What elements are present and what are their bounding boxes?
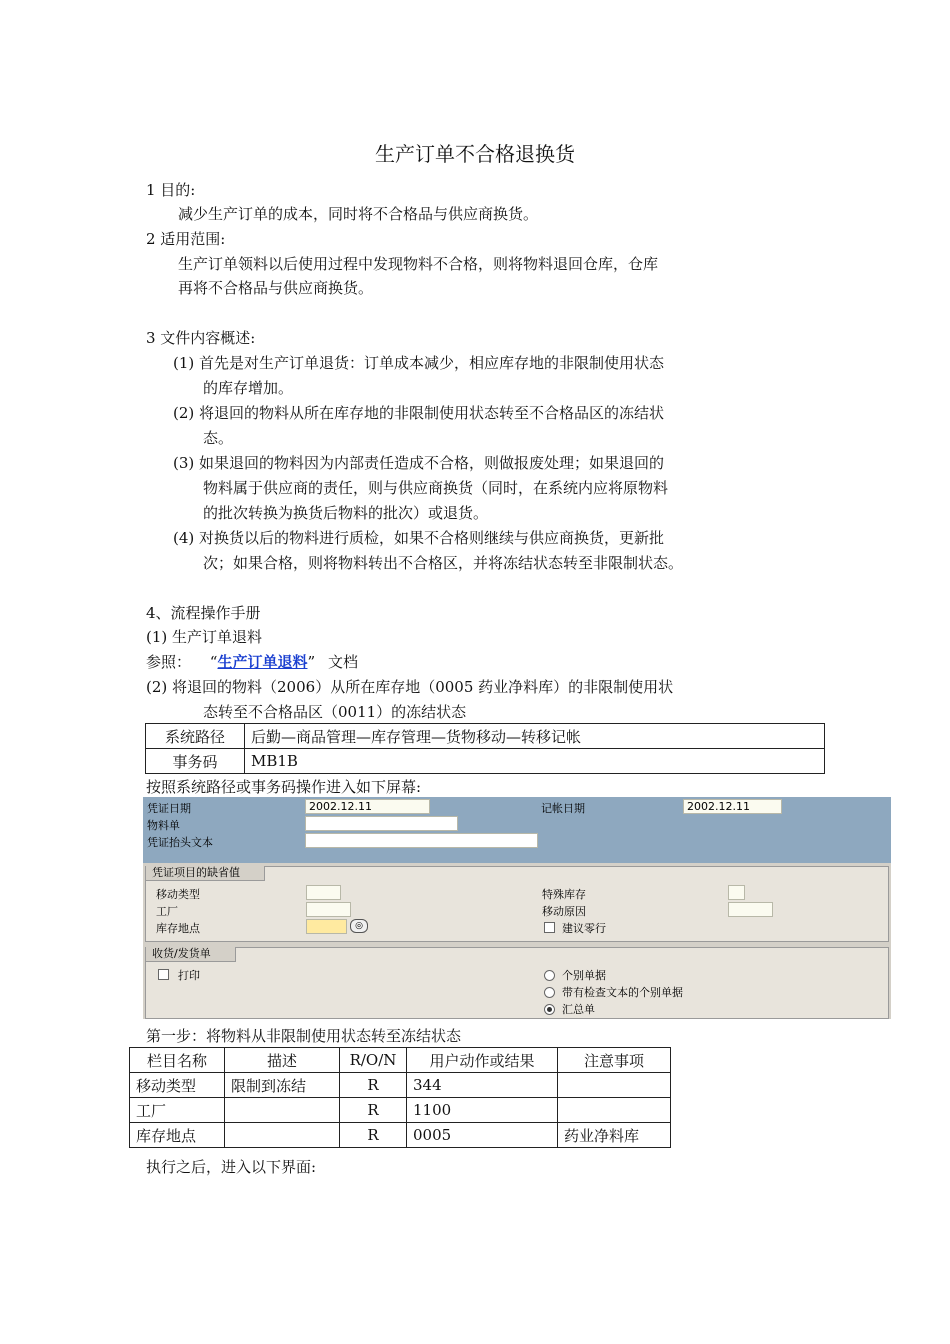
post-date-label: 记帐日期	[541, 802, 585, 815]
gr-group-title: 收货/发货单	[146, 947, 236, 962]
column-header: 用户动作或结果	[407, 1048, 558, 1073]
radio-individual-label: 个别单据	[562, 969, 606, 982]
sap-body-area	[143, 863, 891, 1019]
plant-label: 工厂	[156, 905, 178, 918]
table-cell: 工厂	[130, 1098, 225, 1123]
column-header: R/O/N	[340, 1048, 407, 1073]
table-cell	[225, 1123, 340, 1148]
storage-loc-label: 库存地点	[156, 922, 200, 935]
suggest-zero-label: 建议零行	[562, 922, 606, 935]
defaults-group	[145, 866, 889, 942]
section-3-line: 次；如果合格，则将物料转出不合格区，并将冻结状态转至非限制状态。	[203, 554, 684, 572]
doc-date-label: 凭证日期	[147, 802, 191, 815]
storage-loc-field[interactable]	[306, 919, 347, 934]
section-3-line: (4) 对换货以后的物料进行质检，如果不合格则继续与供应商换货，更新批	[173, 529, 665, 547]
table-cell: 库存地点	[130, 1123, 225, 1148]
sap-header-area	[143, 797, 891, 863]
material-slip-field[interactable]	[305, 816, 458, 831]
screen-intro: 按照系统路径或事务码操作进入如下屏幕:	[146, 778, 422, 796]
table-cell	[225, 1098, 340, 1123]
quote-open: “	[209, 653, 218, 671]
section-2-text-line1: 生产订单领料以后使用过程中发现物料不合格，则将物料退回仓库，仓库	[178, 255, 659, 273]
movement-reason-label: 移动原因	[542, 905, 586, 918]
after-exec-text: 执行之后，进入以下界面:	[146, 1158, 317, 1176]
section-3-line: 物料属于供应商的责任，则与供应商换货（同时，在系统内应将原物料	[203, 479, 669, 497]
column-header: 注意事项	[558, 1048, 671, 1073]
table-row	[130, 1098, 671, 1123]
special-stock-field[interactable]	[728, 885, 745, 900]
reference-link[interactable]: 生产订单退料	[217, 653, 308, 671]
table-header-row	[130, 1048, 671, 1073]
sap-screenshot	[143, 797, 891, 1019]
defaults-group-title: 凭证项目的缺省值	[146, 866, 265, 881]
section-2-text-line2: 再将不合格品与供应商换货。	[178, 279, 374, 297]
table-cell: 1100	[407, 1098, 558, 1123]
section-1-text: 减少生产订单的成本，同时将不合格品与供应商换货。	[178, 205, 539, 223]
movement-reason-field[interactable]	[728, 902, 773, 917]
step-one-title: 第一步：将物料从非限制使用状态转至冻结状态	[146, 1027, 462, 1045]
section-3-line: 的库存增加。	[203, 379, 294, 397]
table-cell: 344	[407, 1073, 558, 1098]
step-table	[129, 1047, 671, 1148]
path-value: 后勤—商品管理—库存管理—货物移动—转移记帐	[245, 724, 825, 749]
table-cell: R	[340, 1073, 407, 1098]
print-label: 打印	[178, 969, 200, 982]
reference-line	[146, 652, 358, 672]
section-3-line: (2) 将退回的物料从所在库存地的非限制使用状态转至不合格品区的冻结状	[173, 404, 665, 422]
page-title: 生产订单不合格退换货	[375, 142, 575, 166]
column-header: 描述	[225, 1048, 340, 1073]
table-row	[130, 1073, 671, 1098]
section-3-line: (3) 如果退回的物料因为内部责任造成不合格，则做报废处理；如果退回的	[173, 454, 665, 472]
section-3-line: 的批次转换为换货后物料的批次）或退货。	[203, 504, 489, 522]
post-date-field[interactable]: 2002.12.11	[683, 799, 782, 814]
table-row	[146, 749, 825, 774]
radio-individual[interactable]	[544, 970, 555, 981]
header-text-field[interactable]	[305, 833, 538, 848]
table-cell	[558, 1098, 671, 1123]
plant-field[interactable]	[306, 902, 351, 917]
step-2-line2: 态转至不合格品区（0011）的冻结状态	[203, 703, 467, 721]
table-cell: 药业净料库	[558, 1123, 671, 1148]
table-row	[146, 724, 825, 749]
search-help-icon[interactable]: ◎	[350, 919, 368, 933]
tcode-value: MB1B	[245, 749, 825, 774]
movement-type-label: 移动类型	[156, 888, 200, 901]
doc-date-field[interactable]: 2002.12.11	[305, 799, 430, 814]
gr-group	[145, 947, 889, 1019]
section-3-line: (1) 首先是对生产订单退货：订单成本减少，相应库存地的非限制使用状态	[173, 354, 665, 372]
radio-collective[interactable]	[544, 1004, 555, 1015]
section-3-line: 态。	[203, 429, 234, 447]
table-cell: R	[340, 1098, 407, 1123]
table-cell: 移动类型	[130, 1073, 225, 1098]
print-checkbox[interactable]	[158, 969, 169, 980]
table-cell: 0005	[407, 1123, 558, 1148]
path-label: 系统路径	[146, 724, 245, 749]
step-2-line1: (2) 将退回的物料（2006）从所在库存地（0005 药业净料库）的非限制使用状	[146, 678, 674, 696]
path-table	[145, 723, 825, 774]
section-4-heading: 4、流程操作手册	[146, 604, 261, 622]
special-stock-label: 特殊库存	[542, 888, 586, 901]
section-3-heading: 3 文件内容概述:	[146, 329, 256, 347]
table-cell	[558, 1073, 671, 1098]
table-row	[130, 1123, 671, 1148]
reference-prefix: 参照：	[146, 653, 192, 671]
radio-individual-check-text[interactable]	[544, 987, 555, 998]
column-header: 栏目名称	[130, 1048, 225, 1073]
radio-collective-label: 汇总单	[562, 1003, 595, 1016]
table-cell: 限制到冻结	[225, 1073, 340, 1098]
material-slip-label: 物料单	[147, 819, 180, 832]
movement-type-field[interactable]	[306, 885, 341, 900]
header-text-label: 凭证抬头文本	[147, 836, 213, 849]
suggest-zero-checkbox[interactable]	[544, 922, 555, 933]
reference-suffix: 文档	[327, 653, 358, 671]
tcode-label: 事务码	[146, 749, 245, 774]
section-2-heading: 2 适用范围:	[146, 230, 226, 248]
radio-individual-check-text-label: 带有检查文本的个别单据	[562, 986, 683, 999]
section-1-heading: 1 目的:	[146, 181, 196, 199]
table-cell: R	[340, 1123, 407, 1148]
quote-close: ”	[307, 653, 316, 671]
step-1-label: (1) 生产订单退料	[146, 628, 263, 646]
